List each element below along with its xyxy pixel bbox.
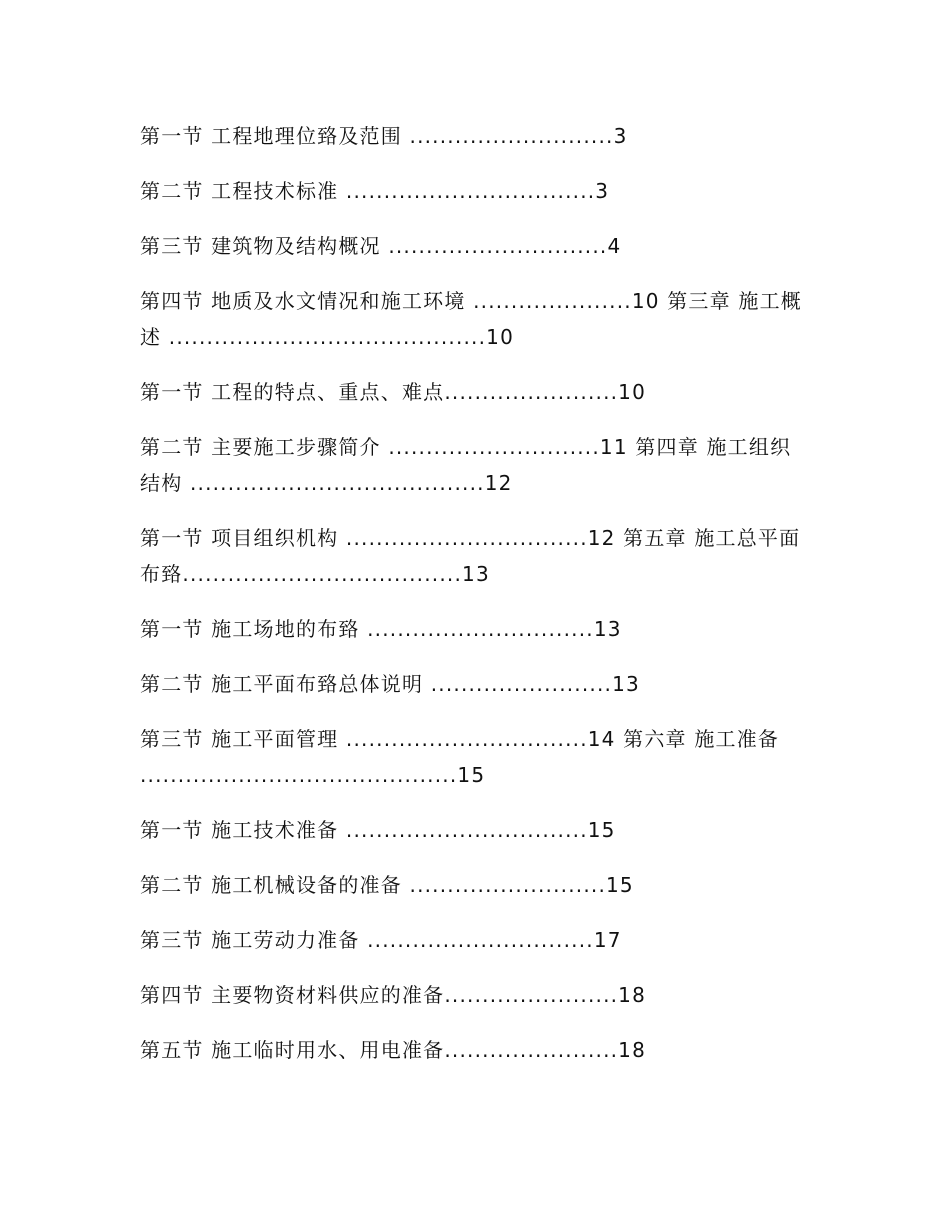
toc-entry: 第二节 施工平面布臵总体说明 ........................13 (140, 672, 640, 696)
toc-entry: 第四节 地质及水文情况和施工环境 .....................10 第三章 施工概述 ..........................................10 (140, 289, 802, 349)
toc-entry: 第一节 施工技术准备 ................................15 (140, 818, 616, 842)
toc-entry: 第一节 工程地理位臵及范围 ...........................3 (140, 124, 628, 148)
toc-entry: 第四节 主要物资材料供应的准备.......................18 (140, 983, 647, 1007)
toc-entry: 第二节 施工机械设备的准备 ..........................15 (140, 873, 634, 897)
toc-entry: 第二节 主要施工步骤简介 ............................11 第四章 施工组织结构 .......................................12 (140, 435, 792, 495)
table-of-contents (140, 118, 805, 1087)
toc-entry: 第一节 项目组织机构 ................................12 第五章 施工总平面布臵.....................................13 (140, 526, 801, 586)
toc-entry: 第三节 施工平面管理 ................................14 第六章 施工准备 ..........................................15 (140, 727, 780, 787)
toc-entry: 第三节 建筑物及结构概况 .............................4 (140, 234, 622, 258)
toc-entry: 第一节 施工场地的布臵 ..............................13 (140, 617, 622, 641)
toc-entry: 第二节 工程技术标准 .................................3 (140, 179, 610, 203)
toc-entry: 第一节 工程的特点、重点、难点.......................10 (140, 380, 647, 404)
toc-entry: 第五节 施工临时用水、用电准备.......................18 (140, 1038, 647, 1062)
toc-entry: 第三节 施工劳动力准备 ..............................17 (140, 928, 622, 952)
